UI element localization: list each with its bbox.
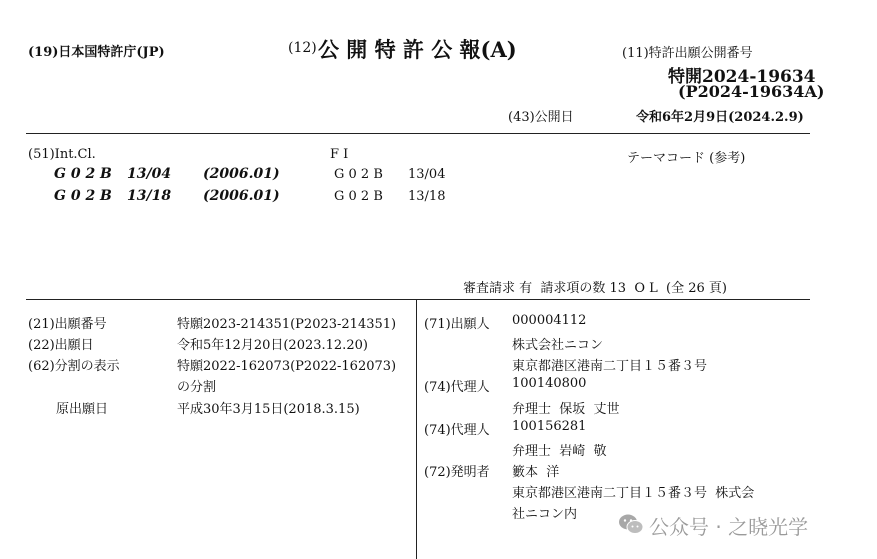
field-label: (62)分割の表示: [28, 359, 120, 374]
field-value: 100140800: [512, 376, 587, 391]
field-value: 東京都港区港南二丁目１５番３号: [512, 359, 708, 374]
pubdate-label: (43)公開日: [508, 110, 574, 125]
field-label: (71)出願人: [424, 317, 490, 332]
fields-top-divider: [26, 299, 810, 300]
ipc-group: 13/04: [127, 166, 172, 182]
publication-kind-title: 公 開 特 許 公 報(A): [318, 37, 517, 62]
wechat-icon: [618, 513, 644, 535]
kind-code-prefix: (12): [288, 40, 317, 56]
field-value: 000004112: [512, 313, 587, 328]
ipc-version: (2006.01): [203, 188, 280, 204]
fi-label: F I: [330, 147, 349, 162]
publication-date: 令和6年2月9日(2024.2.9): [636, 110, 804, 125]
theme-code-label: テーマコード (参考): [627, 151, 746, 166]
field-value: 弁理士 保坂 丈世: [512, 402, 620, 417]
field-value: 株式会社ニコン: [512, 338, 604, 353]
publication-number: 特開2024-19634: [668, 67, 816, 87]
field-value: 100156281: [512, 419, 587, 434]
field-label: (74)代理人: [424, 380, 490, 395]
fi-group: 13/18: [408, 189, 446, 204]
issuing-office: (19)日本国特許庁(JP): [28, 45, 165, 60]
field-label: (74)代理人: [424, 423, 490, 438]
fi-group: 13/04: [408, 167, 446, 182]
fi-class: G 0 2 B: [334, 189, 383, 204]
field-value: の分割: [177, 380, 217, 395]
publication-number-alt: (P2024-19634A): [678, 82, 825, 101]
pubno-label: (11)特許出願公開番号: [622, 46, 753, 61]
header-divider: [26, 133, 810, 134]
ipc-class: G 0 2 B: [54, 188, 112, 204]
field-label: (72)発明者: [424, 465, 490, 480]
ipc-group: 13/18: [127, 188, 172, 204]
field-label: 原出願日: [56, 402, 109, 417]
field-label: (21)出願番号: [28, 317, 107, 332]
field-value: 社ニコン内: [512, 507, 578, 522]
field-value: 籔本 洋: [512, 465, 560, 480]
field-value: 令和5年12月20日(2023.12.20): [177, 338, 368, 353]
field-value: 弁理士 岩崎 敬: [512, 444, 607, 459]
column-divider: [416, 299, 417, 559]
ipc-class: G 0 2 B: [54, 166, 112, 182]
examination-status: 審査請求 有 請求項の数 13 O L (全 26 頁): [463, 281, 727, 296]
field-label: (22)出願日: [28, 338, 94, 353]
fi-class: G 0 2 B: [334, 167, 383, 182]
field-value: 東京都港区港南二丁目１５番３号 株式会: [512, 486, 755, 501]
field-value: 特願2023-214351(P2023-214351): [177, 317, 397, 332]
intcl-label: (51)Int.Cl.: [28, 147, 96, 162]
watermark-text: 公众号 · 之晓光学: [649, 515, 809, 539]
field-value: 平成30年3月15日(2018.3.15): [177, 402, 360, 417]
field-value: 特願2022-162073(P2022-162073): [177, 359, 397, 374]
ipc-version: (2006.01): [203, 166, 280, 182]
